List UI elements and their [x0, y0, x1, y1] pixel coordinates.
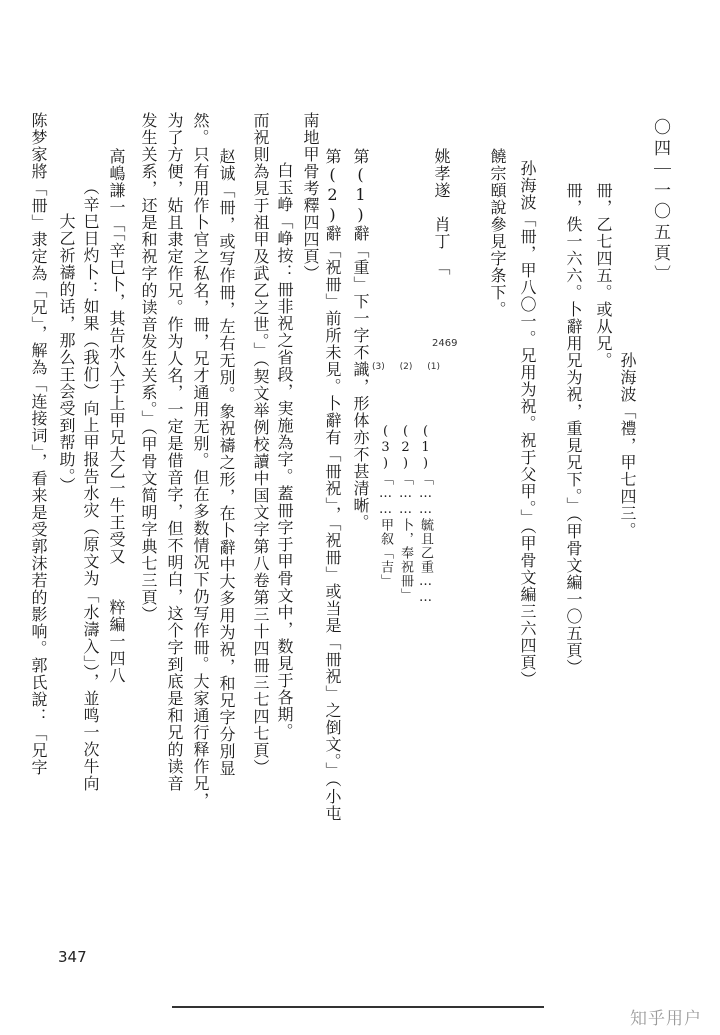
text-column: 第(2)辭「祝冊」前所未見。卜辭有「冊祝」，「祝冊」或当是「冊祝」之倒文。」（小屯	[323, 148, 342, 822]
watermark-text: 知乎用户	[630, 1009, 702, 1029]
text-column: 白玉峥「峥按：冊非祝之省段，実施為字。蓋冊字于甲骨文中，数見于各期。	[275, 162, 294, 740]
list-item: (1)「……毓且乙重……	[418, 368, 433, 606]
text-column: 发生关系，还是和祝字的读音发生关系。」（甲骨文简明字典七三頁）	[139, 112, 158, 623]
list-markers: (3) (2) (1)	[372, 362, 440, 372]
text-column: 南地甲骨考釋四四頁）	[301, 112, 320, 282]
page-number: 347	[58, 948, 87, 966]
bottom-divider	[172, 1006, 544, 1008]
text-column: 为了方便，姑且隶定作兄。作为人名，一定是借音字，但不明白，这个字到底是和兄的读音	[165, 112, 184, 792]
list-item: (3)「……甲叙「吉」	[378, 368, 393, 588]
text-column: 冊，乙七四五。或从兄。	[594, 148, 613, 369]
text-column: 而祝則為見于祖甲及武乙之世。」（契文举例校讀中国文字第八卷第三十四冊三七四七頁）	[251, 112, 270, 776]
text-column: 高嶋謙一「「辛巳卜，其告水入于上甲兄大乙一牛王受又 粹編一四八	[107, 148, 126, 684]
list-item: (2)「……卜，奉祝冊」	[398, 368, 413, 602]
text-column: 然。只有用作卜官之私名，冊，兄才通用无别。但在多数情况下仍写作冊。大家通行释作兄，	[191, 112, 210, 809]
text-column: 第(1)辭「重」下一字不識，形体亦不甚清晰。	[351, 148, 370, 531]
text-column: 饒宗頤說參見字条下。	[488, 148, 507, 318]
text-column: 冊，佚一六六。卜辭用兄为祝，重見兄下。」（甲骨文編一〇五頁）	[564, 148, 583, 676]
text-column: （辛巳日灼卜：如果（我们）向上甲报告水灾（原文为「水濤入」），並鸣一次牛向	[81, 170, 100, 792]
text-column: 陈梦家將「冊」隶定為「兄」，解為「连接词」，看来是受郭沫若的影响。郭氏說：「兄字	[29, 112, 48, 776]
text-column: 孙海波「冊，甲八〇一。兄用为祝。祝于父甲。」（甲骨文編三六四頁）	[518, 160, 537, 688]
page-header-range: 〇四｜一〇五頁〕	[650, 118, 670, 286]
small-number-annotation: 2469	[432, 338, 458, 349]
text-column: 孙海波「禮，甲七四三。	[618, 352, 637, 539]
text-column: 赵诚「冊，或写作冊，左右无別。象祝禱之形，在卜辭中大多用为祝，和兄字分別显	[217, 148, 236, 777]
text-column: 姚孝遂 肖丁 「	[432, 148, 451, 276]
text-column: 大乙祈禱的话，那么王会受到帮助。）	[57, 196, 76, 494]
